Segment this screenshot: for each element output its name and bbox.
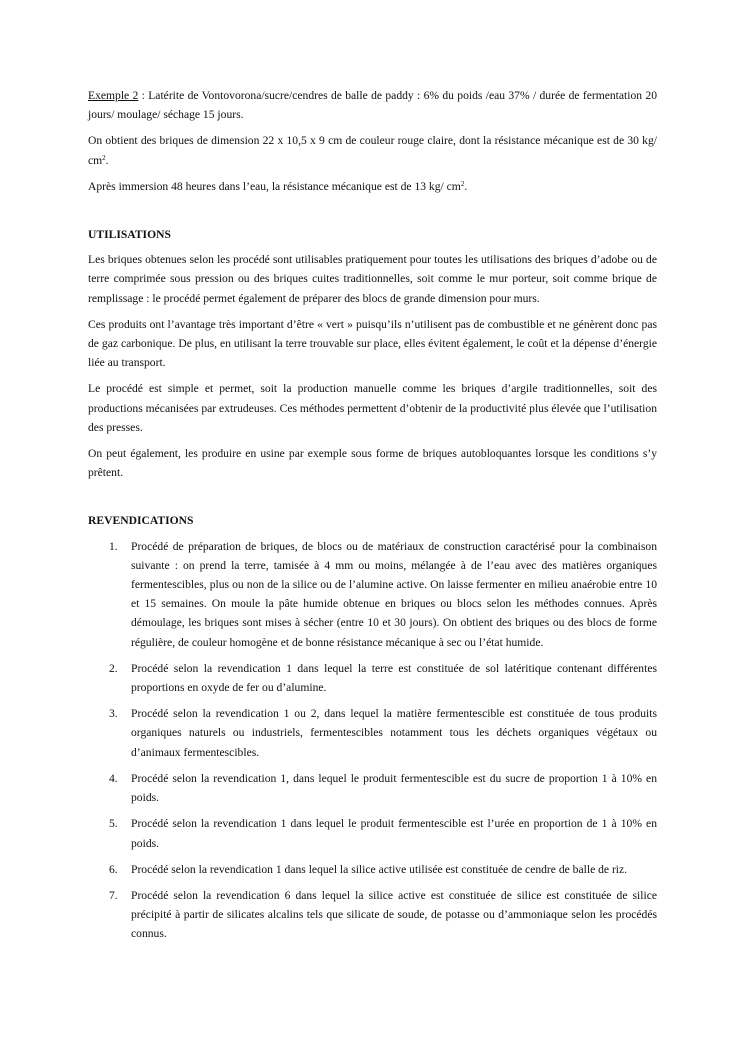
result-superscript: 2 (102, 153, 106, 162)
claim-text: Procédé selon la revendication 1 ou 2, dans lequel la matière fermentescible est constituée de tous produits organiques naturels ou industriels, fermentescibles notamment tous les déchets organiques végétaux ou d’animaux fermentescibles. (131, 707, 657, 759)
immersion-period: . (464, 179, 468, 193)
claim-number: 5. (109, 817, 118, 831)
immersion-superscript: 2 (460, 179, 465, 188)
result-period: . (105, 153, 109, 167)
revendications-heading: REVENDICATIONS (88, 514, 194, 528)
claim-text: Procédé de préparation de briques, de blocs ou de matériaux de construction caractérisé pour la combinaison suivante : on prend la terre, tamisée à 4 mm ou moins, mélangée à de l’eau avec des matières organiques fermentescibles, plus ou non de la silice ou de l’alumine active. On laisse fermenter en milieu anaérobie entre 10 et 15 semaines. On moule la pâte humide obtenue en briques ou blocs selon les méthodes connues. Après démoulage, les briques sont mises à sécher (entre 10 et 30 jours). On obtient des briques ou des blocs de forme régulière, de couleur homogène et de bonne résistance mécanique à sec ou l’état humide. (131, 539, 657, 649)
claim-item (88, 860, 657, 879)
claim-item (88, 814, 657, 852)
claim-item (88, 769, 657, 807)
immersion-text: Après immersion 48 heures dans l’eau, la résistance mécanique est de 13 kg/ cm (88, 179, 461, 193)
example-2-text: : Latérite de Vontovorona/sucre/cendres de balle de paddy : 6% du poids /eau 37% / durée de fermentation 20 jours/ moulage/ séchage 15 jours. (88, 89, 658, 122)
utilisations-paragraph-4: On peut également, les produire en usine par exemple sous forme de briques autobloquantes lorsque les conditions s’y prêtent. (88, 447, 657, 480)
result-text: On obtient des briques de dimension 22 x 10,5 x 9 cm de couleur rouge claire, dont la résistance mécanique est de 30 kg/ cm (88, 134, 657, 167)
revendications-list (88, 537, 657, 944)
claim-text: Procédé selon la revendication 1 dans lequel la terre est constituée de sol latéritique contenant différentes proportions en oxyde de fer ou d’alumine. (131, 661, 657, 695)
utilisations-paragraph-1: Les briques obtenues selon les procédé sont utilisables pratiquement pour toutes les utilisations des briques d’adobe ou de terre comprimée sous pression ou des briques cuites traditionnelles, soit comme le mur porteur, soit comme brique de remplissage : le procédé permet également de préparer des blocs de grande dimension pour murs. (88, 253, 657, 305)
claim-item (88, 537, 657, 652)
claim-number: 2. (109, 661, 118, 675)
utilisations-paragraph-2: Ces produits ont l’avantage très important d’être « vert » puisqu’ils n’utilisent pas de combustible et ne génèrent donc pas de gaz carbonique. De plus, en utilisant la terre trouvable sur place, elles évitent également, le coût et la dépense d’énergie liée au transport. (88, 317, 657, 370)
example-2-label: Exemple 2 (88, 89, 139, 102)
example-2-paragraph (88, 86, 657, 124)
claim-text: Procédé selon la revendication 6 dans lequel la silice active est constituée de silice est constituée de silice précipité à partir de silicates alcalins tels que silicate de soude, de potasse ou d’ammoniaque selon les procédés connus. (131, 888, 657, 941)
claim-number: 6. (109, 862, 118, 876)
document-page (88, 86, 657, 951)
utilisations-paragraph-3: Le procédé est simple et permet, soit la production manuelle comme les briques d’argile traditionnelles, soit des productions mécanisées par extrudeuses. Ces méthodes permettent d’obtenir de la productivité plus élevée que l’utilisation des presses. (88, 382, 657, 434)
claim-number: 3. (109, 707, 118, 721)
claim-item (88, 704, 657, 762)
claim-item (88, 886, 657, 944)
claim-number: 4. (109, 771, 118, 785)
claim-number: 7. (109, 888, 118, 902)
claim-text: Procédé selon la revendication 1 dans lequel le produit fermentescible est l’urée en proportion de 1 à 10% en poids. (131, 817, 657, 850)
claim-item (88, 659, 657, 697)
claim-text: Procédé selon la revendication 1, dans lequel le produit fermentescible est du sucre de proportion 1 à 10% en poids. (131, 771, 657, 805)
example-2-result (88, 131, 657, 169)
claim-number: 1. (109, 539, 118, 553)
example-2-immersion (88, 177, 657, 196)
claim-text: Procédé selon la revendication 1 dans lequel la silice active utilisée est constituée de cendre de balle de riz. (131, 862, 628, 876)
utilisations-heading: UTILISATIONS (88, 228, 171, 242)
